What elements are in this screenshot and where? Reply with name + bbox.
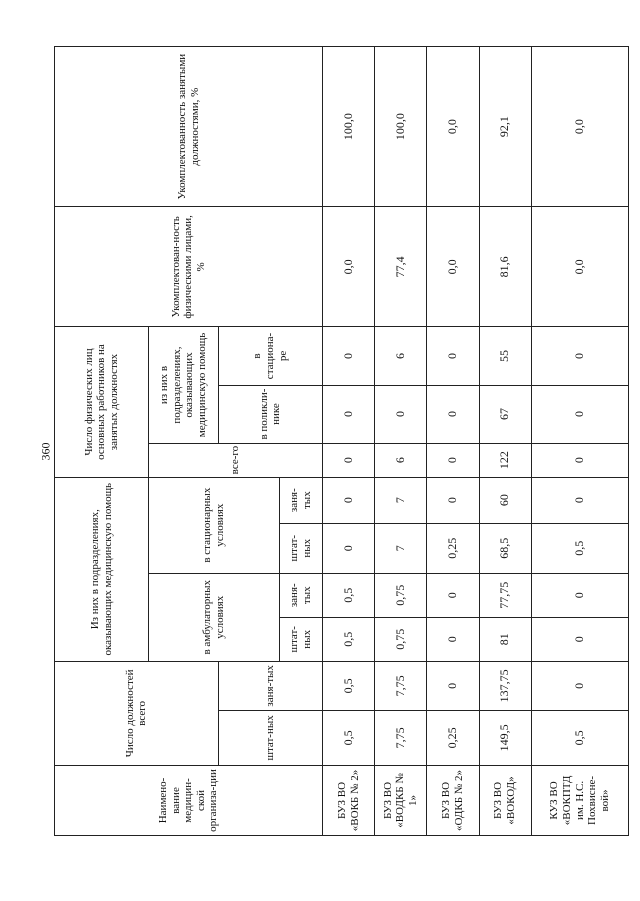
header-ambulatory: в амбулаторных условиях <box>149 573 280 661</box>
phys-polyclinic: 0 <box>375 385 427 443</box>
staffing-occupied-pct: 92,1 <box>479 47 531 207</box>
table-row <box>479 47 531 836</box>
staffing-occupied-pct: 0,0 <box>531 47 628 207</box>
phys-stationary: 55 <box>479 327 531 385</box>
staffing-occupied-pct: 100,0 <box>323 47 375 207</box>
org-name: БУЗ ВО «ВОДКБ № 1» <box>375 765 427 835</box>
amb-staff: 0,5 <box>323 617 375 661</box>
staffing-phys-pct: 81,6 <box>479 207 531 327</box>
phys-total: 0 <box>427 443 479 477</box>
amb-occupied: 0 <box>531 573 628 617</box>
staffing-phys-pct: 0,0 <box>531 207 628 327</box>
table-row <box>323 47 375 836</box>
table-row <box>375 47 427 836</box>
staff-total: 0,5 <box>323 710 375 765</box>
header-in-polyclinic: в поликли-нике <box>218 385 322 443</box>
header-stat-occupied: заня-тых <box>280 477 323 523</box>
header-in-stationary: в стациона-ре <box>218 327 322 385</box>
amb-staff: 81 <box>479 617 531 661</box>
amb-staff: 0,75 <box>375 617 427 661</box>
amb-occupied: 0 <box>427 573 479 617</box>
header-staff: штат-ных <box>218 710 322 765</box>
staff-total: 7,75 <box>375 710 427 765</box>
stat-staff: 0 <box>323 523 375 573</box>
phys-total: 0 <box>531 443 628 477</box>
amb-staff: 0 <box>427 617 479 661</box>
occupied-total: 137,75 <box>479 661 531 710</box>
table-container <box>54 46 629 836</box>
header-stationary: в стационарных условиях <box>149 477 280 573</box>
phys-polyclinic: 67 <box>479 385 531 443</box>
phys-total: 122 <box>479 443 531 477</box>
occupied-total: 7,75 <box>375 661 427 710</box>
staff-total: 149,5 <box>479 710 531 765</box>
org-name: КУЗ ВО «ВОКПТД им. Н.С. Похвисне-вой» <box>531 765 628 835</box>
staff-total: 0,25 <box>427 710 479 765</box>
stat-staff: 7 <box>375 523 427 573</box>
header-occupied: заня-тых <box>218 661 322 710</box>
phys-stationary: 0 <box>427 327 479 385</box>
org-name: БУЗ ВО «ВОКОД» <box>479 765 531 835</box>
header-amb-staff: штат-ных <box>280 617 323 661</box>
amb-occupied: 77,75 <box>479 573 531 617</box>
stat-occupied: 0 <box>323 477 375 523</box>
staffing-occupied-pct: 0,0 <box>427 47 479 207</box>
staffing-phys-pct: 77,4 <box>375 207 427 327</box>
phys-total: 6 <box>375 443 427 477</box>
header-org-name: Наимено-вание медицин-ской организа-ции <box>55 765 323 835</box>
header-positions-total: Число должностей всего <box>55 661 219 765</box>
header-staffing-phys: Укомплектован-ность физическими лицами, % <box>55 207 323 327</box>
occupied-total: 0 <box>427 661 479 710</box>
table-row <box>531 47 628 836</box>
stat-occupied: 7 <box>375 477 427 523</box>
phys-polyclinic: 0 <box>531 385 628 443</box>
header-amb-occupied: заня-тых <box>280 573 323 617</box>
occupied-total: 0,5 <box>323 661 375 710</box>
stat-occupied: 60 <box>479 477 531 523</box>
org-name: БУЗ ВО «ВОКБ № 2» <box>323 765 375 835</box>
stat-occupied: 0 <box>427 477 479 523</box>
phys-polyclinic: 0 <box>323 385 375 443</box>
occupied-total: 0 <box>531 661 628 710</box>
staffing-phys-pct: 0,0 <box>323 207 375 327</box>
table-row <box>427 47 479 836</box>
phys-stationary: 0 <box>531 327 628 385</box>
phys-total: 0 <box>323 443 375 477</box>
staffing-table <box>54 46 629 836</box>
stat-staff: 0,25 <box>427 523 479 573</box>
amb-occupied: 0,75 <box>375 573 427 617</box>
stat-occupied: 0 <box>531 477 628 523</box>
stat-staff: 68,5 <box>479 523 531 573</box>
header-staffing-occupied: Укомплектованность занятыми должностями, % <box>55 47 323 207</box>
page-number: 360 <box>38 442 53 461</box>
amb-occupied: 0,5 <box>323 573 375 617</box>
header-stat-staff: штат-ных <box>280 523 323 573</box>
staffing-phys-pct: 0,0 <box>427 207 479 327</box>
stat-staff: 0,5 <box>531 523 628 573</box>
header-incl-subdiv-phys: из них в подразделениях, оказывающих медицинскую помощь <box>149 327 219 443</box>
staffing-occupied-pct: 100,0 <box>375 47 427 207</box>
header-incl-subdivisions: Из них в подразделениях, оказывающих медицинскую помощь <box>55 477 149 661</box>
phys-polyclinic: 0 <box>427 385 479 443</box>
org-name: БУЗ ВО «ОДКБ № 2» <box>427 765 479 835</box>
staff-total: 0,5 <box>531 710 628 765</box>
phys-stationary: 0 <box>323 327 375 385</box>
amb-staff: 0 <box>531 617 628 661</box>
header-phys-persons: Число физических лиц основных работников на занятых должностях <box>55 327 149 477</box>
phys-stationary: 6 <box>375 327 427 385</box>
header-total: все-го <box>149 443 323 477</box>
